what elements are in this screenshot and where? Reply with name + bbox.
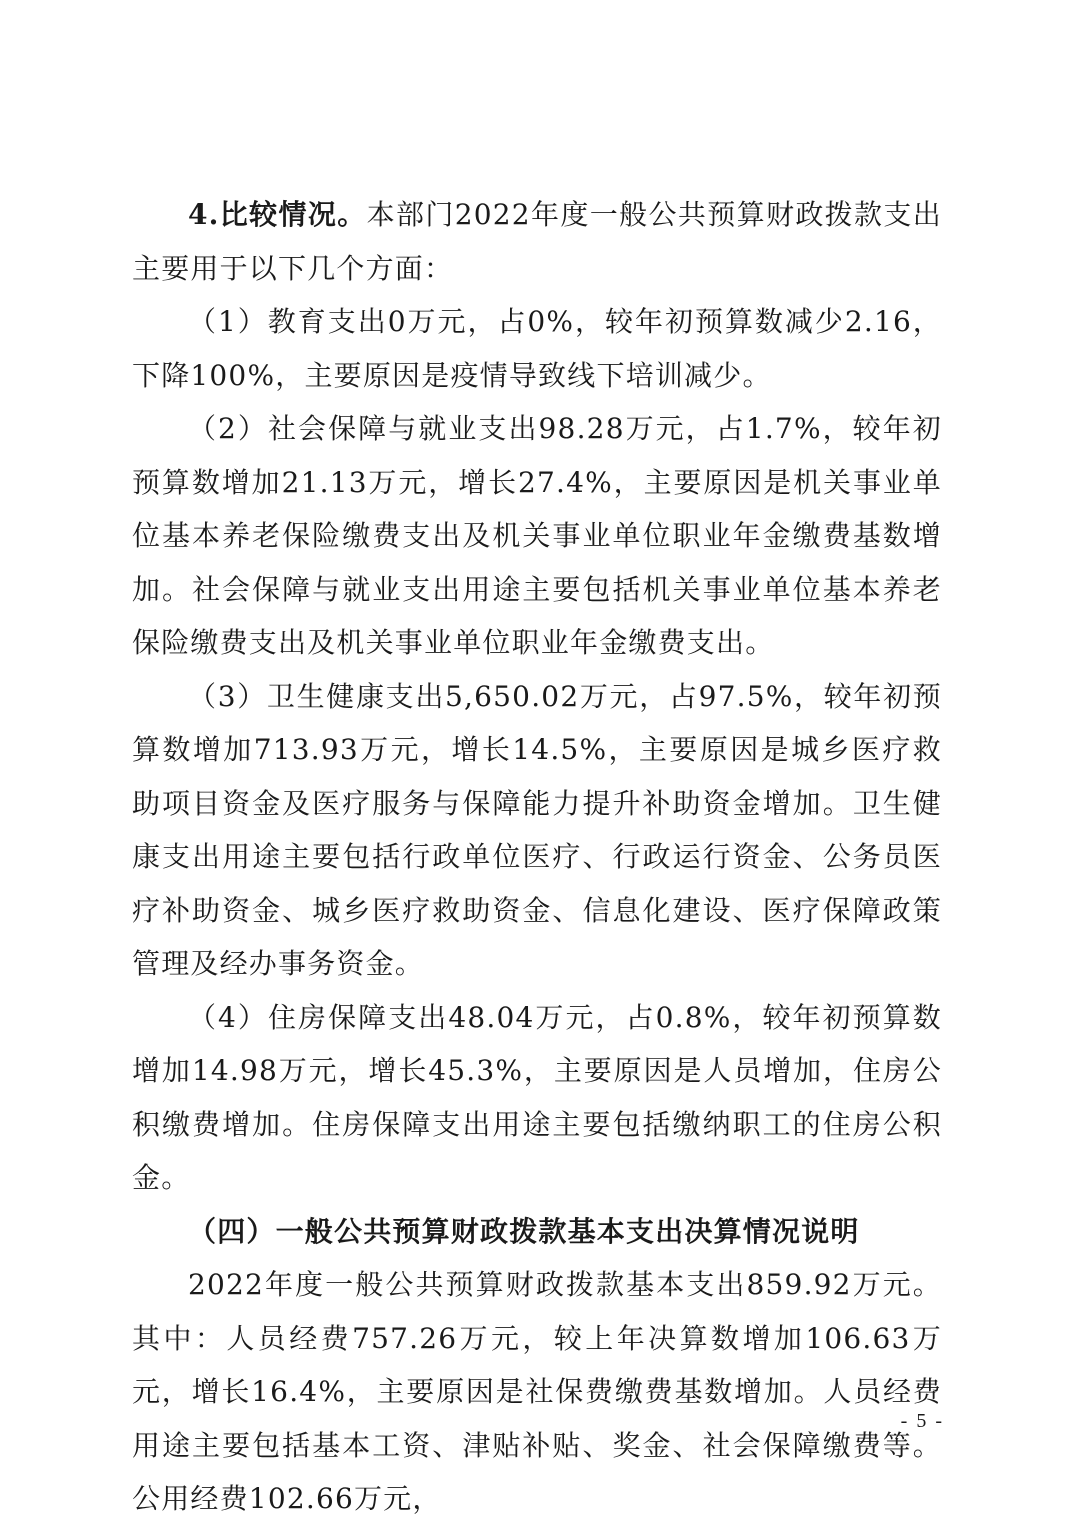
item-education: （1）教育支出0万元，占0%，较年初预算数减少2.16，下降100%，主要原因是疫情导致线下培训减少。	[132, 305, 942, 392]
page-number: - 5 -	[900, 1410, 944, 1432]
comparison-text: 本部门2022年度一般公共预算财政拨款支出主要用于以下几个方面：	[132, 198, 942, 285]
document-page	[132, 188, 942, 1526]
section-body: 2022年度一般公共预算财政拨款基本支出859.92万元。其中：人员经费757.26万元，较上年决算数增加106.63万元，增长16.4%，主要原因是社保费缴费基数增加。人员经费用途主要包括基本工资、津贴补贴、奖金、社会保障缴费等。公用经费102.66万元，	[132, 1268, 942, 1515]
item-housing: （4）住房保障支出48.04万元，占0.8%，较年初预算数增加14.98万元，增长45.3%，主要原因是人员增加，住房公积缴费增加。住房保障支出用途主要包括缴纳职工的住房公积金。	[132, 1000, 942, 1194]
item-health: （3）卫生健康支出5,650.02万元，占97.5%，较年初预算数增加713.93万元，增长14.5%，主要原因是城乡医疗救助项目资金及医疗服务与保障能力提升补助资金增加。卫生健康支出用途主要包括行政单位医疗、行政运行资金、公务员医疗补助资金、城乡医疗救助资金、信息化建设、医疗保障政策管理及经办事务资金。	[132, 679, 942, 980]
item-social-security: （2）社会保障与就业支出98.28万元，占1.7%，较年初预算数增加21.13万元，增长27.4%，主要原因是机关事业单位基本养老保险缴费支出及机关事业单位职业年金缴费基数增加。社会保障与就业支出用途主要包括机关事业单位基本养老保险缴费支出及机关事业单位职业年金缴费支出。	[132, 412, 942, 659]
comparison-paragraph	[132, 188, 942, 295]
comparison-lead: 4.比较情况。	[188, 198, 367, 231]
section-heading: （四）一般公共预算财政拨款基本支出决算情况说明	[188, 1214, 860, 1248]
